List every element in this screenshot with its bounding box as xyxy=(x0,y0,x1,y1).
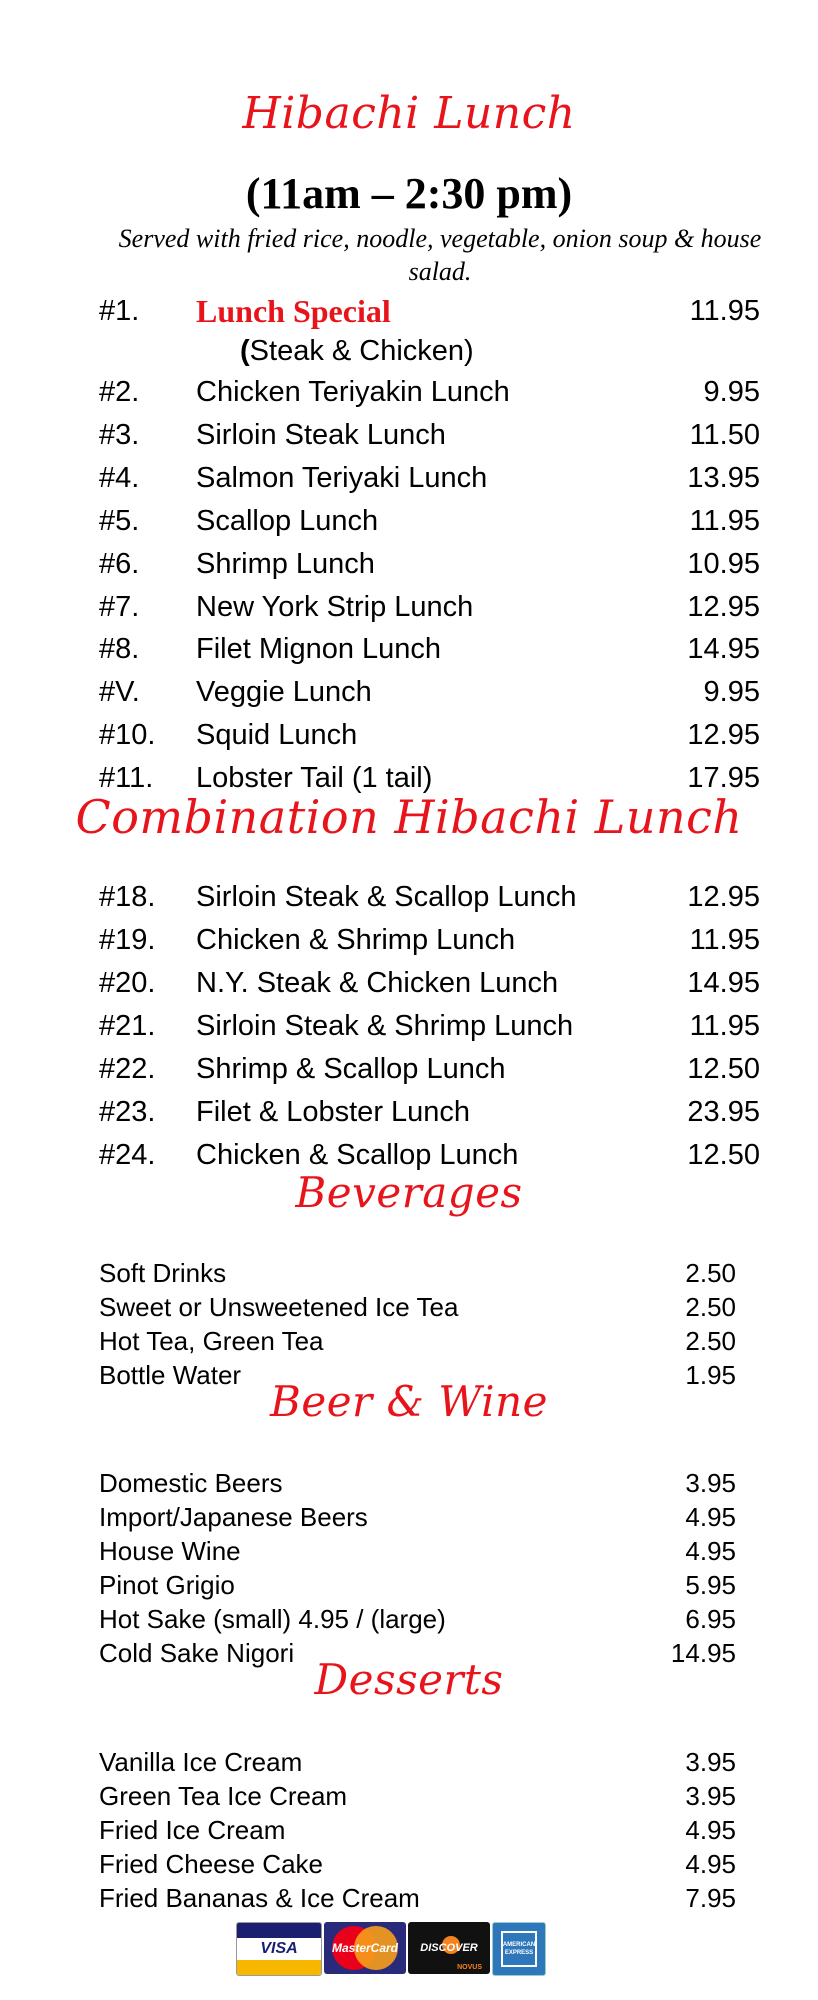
item-price: 5.95 xyxy=(685,1570,736,1600)
discover-card-icon xyxy=(408,1922,490,1974)
menu-item xyxy=(0,372,818,412)
item-number: #8. xyxy=(99,633,140,666)
item-name: N.Y. Steak & Chicken Lunch xyxy=(196,967,559,999)
item-name: Fried Cheese Cake xyxy=(99,1849,323,1879)
item-price: 2.50 xyxy=(685,1292,736,1322)
menu-item xyxy=(0,1256,818,1290)
item-price: 2.50 xyxy=(685,1258,736,1288)
item-price: 2.50 xyxy=(685,1326,736,1356)
item-name: New York Strip Lunch xyxy=(196,590,474,623)
item-price: 14.95 xyxy=(670,1638,736,1668)
american-express-icon xyxy=(492,1922,546,1976)
menu-item xyxy=(0,672,818,712)
item-price: 13.95 xyxy=(687,461,760,494)
item-number: #21. xyxy=(99,1010,156,1042)
item-name: Shrimp & Scallop Lunch xyxy=(196,1053,506,1085)
item-price: 10.95 xyxy=(687,547,760,580)
lunch-hours: (11am – 2:30 pm) xyxy=(245,169,573,218)
menu-item xyxy=(0,1534,818,1568)
lunch-served-with-note: Served with fried rice, noodle, vegetable, onion soup & house salad. xyxy=(118,224,762,286)
visa-card-icon xyxy=(236,1922,322,1976)
item-price: 11.95 xyxy=(689,924,760,956)
menu-item xyxy=(0,715,818,755)
menu-item xyxy=(0,458,818,498)
combination-hibachi-lunch-title: Combination Hibachi Lunch xyxy=(75,790,743,844)
menu-item xyxy=(0,1466,818,1500)
item-number: #7. xyxy=(99,590,140,623)
item-name: Cold Sake Nigori xyxy=(99,1638,295,1668)
menu-item xyxy=(0,1324,818,1358)
menu-item xyxy=(0,963,818,1003)
item-number: #19. xyxy=(99,924,156,956)
item-price: 1.95 xyxy=(685,1360,736,1390)
mastercard-icon xyxy=(324,1922,406,1974)
beer-wine-title: Beer & Wine xyxy=(269,1377,548,1426)
item-price: 9.95 xyxy=(703,376,760,408)
item-name: Squid Lunch xyxy=(196,719,358,752)
menu-item xyxy=(0,920,818,960)
menu-item xyxy=(0,1779,818,1813)
item-name: Lunch Special xyxy=(196,293,391,329)
item-price: 4.95 xyxy=(685,1849,736,1879)
item-price: 12.95 xyxy=(687,719,760,752)
menu-item xyxy=(0,501,818,541)
paren-open: ( xyxy=(240,335,250,367)
item-number: #4. xyxy=(99,461,140,494)
item-price: 23.95 xyxy=(687,1096,760,1128)
menu-item xyxy=(0,1568,818,1602)
item-name: Hot Tea, Green Tea xyxy=(99,1326,324,1356)
menu-item xyxy=(0,1006,818,1046)
item-number: #10. xyxy=(99,719,156,752)
item-name: Filet & Lobster Lunch xyxy=(196,1096,471,1128)
item-name: Bottle Water xyxy=(99,1360,242,1390)
item-name: Chicken & Shrimp Lunch xyxy=(196,924,516,956)
item-price: 7.95 xyxy=(685,1883,736,1913)
menu-item xyxy=(0,629,818,669)
item-name: Hot Sake (small) 4.95 / (large) xyxy=(99,1604,446,1634)
discover-label: DISCOVER xyxy=(420,1942,478,1954)
item-name: Veggie Lunch xyxy=(196,676,372,709)
item-name: Sirloin Steak & Shrimp Lunch xyxy=(196,1010,574,1042)
item-number: #6. xyxy=(99,547,140,580)
item-price: 14.95 xyxy=(687,633,760,666)
menu-item xyxy=(0,1881,818,1915)
item-name: Domestic Beers xyxy=(99,1468,283,1498)
item-price: 4.95 xyxy=(685,1815,736,1845)
item-name: Chicken & Scallop Lunch xyxy=(196,1139,519,1171)
menu-item xyxy=(0,1813,818,1847)
mastercard-label: MasterCard xyxy=(331,1941,399,1955)
item-name: Filet Mignon Lunch xyxy=(196,633,442,666)
item-price: 11.50 xyxy=(689,418,760,451)
item-number: #23. xyxy=(99,1096,156,1128)
menu-item xyxy=(0,1745,818,1779)
item-number: #5. xyxy=(99,504,140,537)
item-price: 11.95 xyxy=(689,504,760,537)
menu-item xyxy=(0,587,818,627)
menu-item xyxy=(0,877,818,917)
item-price: 11.95 xyxy=(689,295,760,327)
item-name: Vanilla Ice Cream xyxy=(99,1747,303,1777)
menu-item xyxy=(0,1602,818,1636)
item-price: 9.95 xyxy=(703,676,760,709)
item-number: #3. xyxy=(99,418,140,451)
item-number: #22. xyxy=(99,1053,156,1085)
item-name: Scallop Lunch xyxy=(196,504,379,537)
accepted-payment-cards xyxy=(236,1922,546,1974)
item-number: #20. xyxy=(99,967,156,999)
item-name: Import/Japanese Beers xyxy=(99,1502,368,1532)
menu-item xyxy=(0,1092,818,1132)
visa-label: VISA xyxy=(260,1940,298,1957)
menu-item xyxy=(0,1049,818,1089)
item-number: #2. xyxy=(99,376,140,408)
menu-item xyxy=(0,1500,818,1534)
item-name: House Wine xyxy=(99,1536,241,1566)
item-price: 12.50 xyxy=(687,1139,760,1171)
item-name: Sirloin Steak & Scallop Lunch xyxy=(196,881,577,913)
item-price: 12.95 xyxy=(687,590,760,623)
menu-item xyxy=(0,1847,818,1881)
beverages-title: Beverages xyxy=(295,1168,523,1217)
amex-label: AMERICAN EXPRESS xyxy=(501,1931,537,1967)
item-name: Fried Ice Cream xyxy=(99,1815,286,1845)
item-price: 11.95 xyxy=(689,1010,760,1042)
desserts-title: Desserts xyxy=(314,1655,504,1704)
item-name: Lobster Tail (1 tail) xyxy=(196,762,433,795)
item-price: 3.95 xyxy=(685,1781,736,1811)
item-name: Green Tea Ice Cream xyxy=(99,1781,348,1811)
item-name: Sirloin Steak Lunch xyxy=(196,418,446,451)
item-price: 4.95 xyxy=(685,1502,736,1532)
item-name: Pinot Grigio xyxy=(99,1570,235,1600)
item-price: 3.95 xyxy=(685,1468,736,1498)
item-name: Sweet or Unsweetened Ice Tea xyxy=(99,1292,459,1322)
menu-item-lunch-special xyxy=(0,291,818,331)
menu-item xyxy=(0,544,818,584)
lunch-special-description xyxy=(240,331,474,371)
item-price: 12.50 xyxy=(687,1053,760,1085)
item-price: 14.95 xyxy=(687,967,760,999)
item-price: 4.95 xyxy=(685,1536,736,1566)
item-price: 12.95 xyxy=(687,881,760,913)
item-number: #24. xyxy=(99,1139,156,1171)
item-name: Fried Bananas & Ice Cream xyxy=(99,1883,420,1913)
item-number: #1. xyxy=(99,295,140,327)
lunch-special-sub: Steak & Chicken) xyxy=(249,335,474,367)
item-name: Soft Drinks xyxy=(99,1258,227,1288)
item-price: 3.95 xyxy=(685,1747,736,1777)
menu-item xyxy=(0,415,818,455)
item-number: #V. xyxy=(99,676,140,709)
item-number: #11. xyxy=(99,762,154,795)
hibachi-lunch-title: Hibachi Lunch xyxy=(242,88,576,139)
menu-item xyxy=(0,1290,818,1324)
item-price: 17.95 xyxy=(687,762,760,795)
item-price: 6.95 xyxy=(685,1604,736,1634)
item-name: Chicken Teriyakin Lunch xyxy=(196,376,510,408)
novus-label: NOVUS xyxy=(457,1964,482,1971)
item-name: Salmon Teriyaki Lunch xyxy=(196,461,488,494)
item-name: Shrimp Lunch xyxy=(196,547,375,580)
item-number: #18. xyxy=(99,881,156,913)
